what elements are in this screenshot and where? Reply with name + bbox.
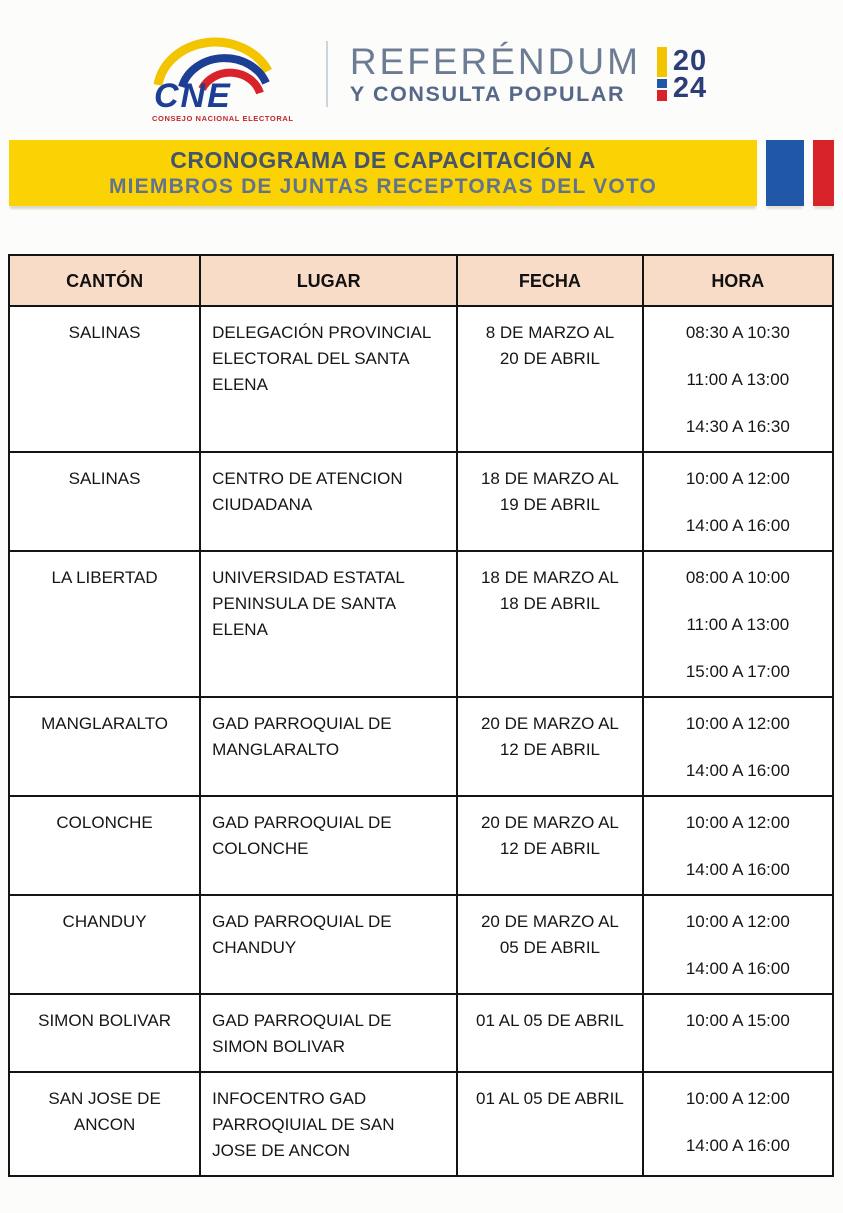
schedule-table bbox=[8, 254, 834, 1177]
year-top: 20 bbox=[672, 45, 708, 78]
cne-arcs-icon bbox=[136, 29, 308, 129]
canton-line: LA LIBERTAD bbox=[51, 568, 158, 587]
flag-bar-icon bbox=[657, 47, 667, 103]
lugar-line: GAD PARROQUIAL DE bbox=[212, 714, 392, 733]
canton-cell bbox=[9, 1072, 200, 1176]
fecha-line: 18 DE MARZO AL bbox=[480, 568, 619, 587]
fecha-line: 19 DE ABRIL bbox=[499, 495, 601, 514]
lugar-line: MANGLARALTO bbox=[212, 740, 340, 759]
table-header-row bbox=[9, 255, 833, 306]
lugar-cell bbox=[200, 994, 457, 1072]
brand-header bbox=[0, 0, 843, 132]
lugar-line: DELEGACIÓN PROVINCIAL bbox=[212, 323, 432, 342]
fecha-line: 05 DE ABRIL bbox=[499, 938, 601, 957]
table-row bbox=[9, 452, 833, 551]
horas-line: 08:00 A 10:00 bbox=[685, 568, 790, 587]
horas-line: 10:00 A 12:00 bbox=[685, 469, 790, 488]
table-row bbox=[9, 796, 833, 895]
fecha-line: 18 DE MARZO AL bbox=[480, 469, 619, 488]
banner-title-line2: MIEMBROS DE JUNTAS RECEPTORAS DEL VOTO bbox=[108, 175, 658, 198]
table-row bbox=[9, 1072, 833, 1176]
referendum-title: REFERÉNDUM bbox=[349, 41, 641, 82]
fecha-cell bbox=[457, 895, 642, 994]
horas-line: 10:00 A 12:00 bbox=[685, 912, 790, 931]
lugar-cell bbox=[200, 452, 457, 551]
canton-line: ANCON bbox=[73, 1115, 136, 1134]
lugar-line: GAD PARROQUIAL DE bbox=[212, 1011, 392, 1030]
horas-cell bbox=[643, 551, 833, 697]
column-header-lugar: LUGAR bbox=[200, 255, 457, 306]
column-header-canton: CANTÓN bbox=[9, 255, 200, 306]
lugar-cell bbox=[200, 1072, 457, 1176]
banner-title-line1: CRONOGRAMA DE CAPACITACIÓN A bbox=[170, 147, 596, 173]
banner-red-block bbox=[813, 140, 834, 206]
horas-line: 10:00 A 12:00 bbox=[685, 1089, 790, 1108]
schedule-table-wrap bbox=[8, 254, 834, 1177]
year-bottom: 24 bbox=[672, 72, 708, 104]
fecha-cell bbox=[457, 306, 642, 452]
fecha-line: 12 DE ABRIL bbox=[499, 839, 601, 858]
fecha-cell bbox=[457, 452, 642, 551]
banner-yellow-band bbox=[9, 140, 757, 206]
fecha-line: 20 DE MARZO AL bbox=[480, 813, 619, 832]
canton-cell bbox=[9, 306, 200, 452]
table-row bbox=[9, 551, 833, 697]
fecha-cell bbox=[457, 1072, 642, 1176]
lugar-cell bbox=[200, 551, 457, 697]
lugar-line: CIUDADANA bbox=[212, 495, 313, 514]
lugar-line: PARROQIUIAL DE SAN bbox=[212, 1115, 395, 1134]
canton-cell bbox=[9, 551, 200, 697]
horas-cell bbox=[643, 1072, 833, 1176]
table-row bbox=[9, 895, 833, 994]
canton-cell bbox=[9, 697, 200, 796]
lugar-line: COLONCHE bbox=[212, 839, 309, 858]
horas-cell bbox=[643, 306, 833, 452]
lugar-line: INFOCENTRO GAD bbox=[212, 1089, 367, 1108]
cne-logo-text: CNE bbox=[153, 77, 232, 115]
lugar-cell bbox=[200, 796, 457, 895]
fecha-cell bbox=[457, 796, 642, 895]
horas-cell bbox=[643, 895, 833, 994]
fecha-cell bbox=[457, 994, 642, 1072]
lugar-cell bbox=[200, 697, 457, 796]
horas-line: 14:00 A 16:00 bbox=[685, 516, 790, 535]
canton-line: SAN JOSE DE bbox=[48, 1089, 161, 1108]
lugar-line: SIMON BOLIVAR bbox=[212, 1037, 346, 1056]
horas-line: 11:00 A 13:00 bbox=[686, 370, 790, 389]
horas-cell bbox=[643, 994, 833, 1072]
lugar-line: UNIVERSIDAD ESTATAL bbox=[212, 568, 405, 587]
lugar-line: CHANDUY bbox=[212, 938, 297, 957]
horas-line: 08:30 A 10:30 bbox=[685, 323, 790, 342]
canton-line: SIMON BOLIVAR bbox=[38, 1011, 172, 1030]
canton-cell bbox=[9, 452, 200, 551]
lugar-line: ELECTORAL DEL SANTA bbox=[212, 349, 410, 368]
canton-line: COLONCHE bbox=[56, 813, 153, 832]
fecha-line: 20 DE MARZO AL bbox=[480, 912, 619, 931]
horas-line: 14:00 A 16:00 bbox=[685, 959, 790, 978]
cne-logo bbox=[136, 29, 308, 129]
horas-line: 14:00 A 16:00 bbox=[685, 860, 790, 879]
horas-line: 11:00 A 13:00 bbox=[686, 615, 790, 634]
horas-cell bbox=[643, 452, 833, 551]
lugar-line: PENINSULA DE SANTA bbox=[212, 594, 397, 613]
fecha-cell bbox=[457, 551, 642, 697]
fecha-line: 01 AL 05 DE ABRIL bbox=[476, 1011, 624, 1030]
year-2024 bbox=[657, 47, 707, 103]
fecha-line: 12 DE ABRIL bbox=[499, 740, 601, 759]
horas-line: 14:30 A 16:30 bbox=[685, 417, 790, 436]
horas-cell bbox=[643, 796, 833, 895]
canton-line: MANGLARALTO bbox=[41, 714, 169, 733]
lugar-cell bbox=[200, 306, 457, 452]
horas-line: 10:00 A 15:00 bbox=[685, 1011, 790, 1030]
fecha-line: 20 DE MARZO AL bbox=[480, 714, 619, 733]
canton-cell bbox=[9, 994, 200, 1072]
lugar-line: JOSE DE ANCON bbox=[212, 1141, 351, 1160]
lugar-line: ELENA bbox=[212, 375, 268, 394]
canton-cell bbox=[9, 895, 200, 994]
consulta-subtitle: Y CONSULTA POPULAR bbox=[349, 82, 626, 106]
horas-line: 14:00 A 16:00 bbox=[685, 1136, 790, 1155]
lugar-line: CENTRO DE ATENCION bbox=[212, 469, 403, 488]
banner-blue-block bbox=[766, 140, 804, 206]
banner bbox=[0, 140, 843, 206]
canton-cell bbox=[9, 796, 200, 895]
column-header-hora: HORA bbox=[643, 255, 833, 306]
fecha-line: 01 AL 05 DE ABRIL bbox=[476, 1089, 624, 1108]
table-row bbox=[9, 306, 833, 452]
canton-line: SALINAS bbox=[68, 469, 141, 488]
horas-line: 10:00 A 12:00 bbox=[685, 714, 790, 733]
lugar-line: GAD PARROQUIAL DE bbox=[212, 912, 392, 931]
fecha-cell bbox=[457, 697, 642, 796]
horas-line: 14:00 A 16:00 bbox=[685, 761, 790, 780]
fecha-line: 8 DE MARZO AL bbox=[485, 323, 615, 342]
logo-divider bbox=[326, 41, 328, 107]
fecha-line: 18 DE ABRIL bbox=[499, 594, 601, 613]
lugar-line: GAD PARROQUIAL DE bbox=[212, 813, 392, 832]
cne-logo-subtitle: CONSEJO NACIONAL ELECTORAL bbox=[151, 114, 294, 123]
horas-cell bbox=[643, 697, 833, 796]
column-header-fecha: FECHA bbox=[457, 255, 642, 306]
table-row bbox=[9, 994, 833, 1072]
cne-wordmark bbox=[350, 43, 641, 107]
canton-line: CHANDUY bbox=[62, 912, 147, 931]
canton-line: SALINAS bbox=[68, 323, 141, 342]
horas-line: 15:00 A 17:00 bbox=[685, 662, 790, 681]
fecha-line: 20 DE ABRIL bbox=[499, 349, 601, 368]
horas-line: 10:00 A 12:00 bbox=[685, 813, 790, 832]
lugar-cell bbox=[200, 895, 457, 994]
lugar-line: ELENA bbox=[212, 620, 268, 639]
table-row bbox=[9, 697, 833, 796]
